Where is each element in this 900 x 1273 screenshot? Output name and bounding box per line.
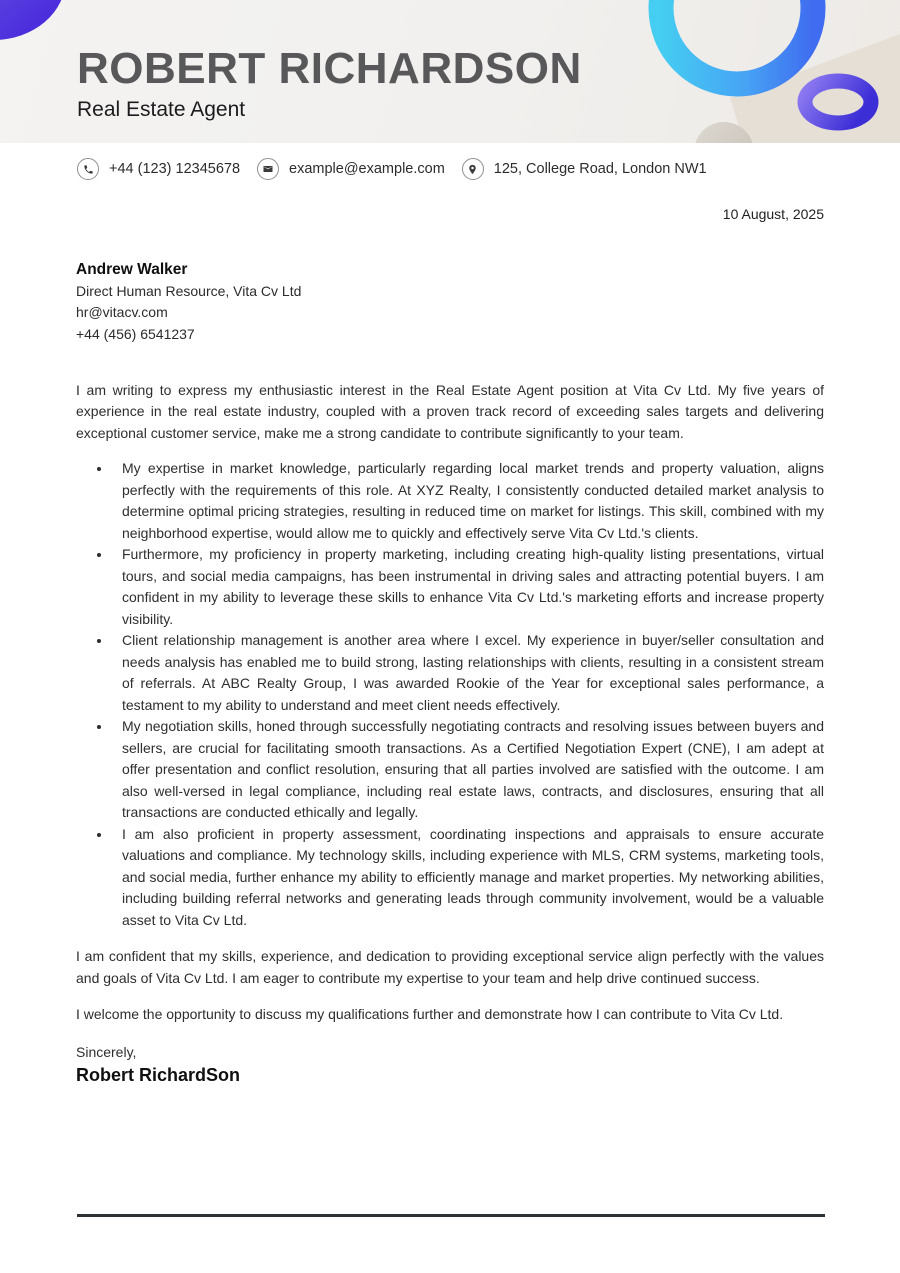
candidate-role: Real Estate Agent: [77, 98, 246, 122]
closing-paragraph-2: I welcome the opportunity to discuss my qualifications further and demonstrate how I can contribute to Vita Cv Ltd.: [76, 1006, 784, 1023]
contact-address-text: 125, College Road, London NW1: [493, 161, 707, 177]
bullet-item: • Client relationship management is another area where I excel. My experience in buyer/seller consultation and needs analysis has enabled me to build strong, lasting relationships with clients, resulting in a consistent stream of referrals. At ABC Realty Group, I was awarded Rookie of the Year for exceptional sales performance, a testament to my ability to understand and meet client needs effectively.: [112, 630, 824, 716]
decor-purple-blob: [0, 0, 66, 40]
bullet-item: • My expertise in market knowledge, particularly regarding local market trends and property valuation, aligns perfectly with the requirements of this role. At XYZ Realty, I consistently conducted detailed market analysis to determine optimal pricing strategies, resulting in reduced time on market for listings. This skill, combined with my neighborhood expertise, would allow me to quickly and effectively serve Vita Cv Ltd.'s clients.: [112, 458, 824, 544]
bullet-item: • Furthermore, my proficiency in property marketing, including creating high-quality listing presentations, virtual tours, and social media campaigns, has been instrumental in driving sales and attracting potential buyers. I am confident in my ability to leverage these skills to enhance Vita Cv Ltd.'s marketing efforts and increase property visibility.: [112, 544, 824, 630]
footer-divider-rule: [77, 1214, 825, 1217]
closing-paragraph-1: I am confident that my skills, experience, and dedication to providing exceptional service align perfectly with the values and goals of Vita Cv Ltd. I am eager to contribute my expertise to your team and help drive continued success.: [76, 948, 824, 986]
bullet-item: • My negotiation skills, honed through successfully negotiating contracts and resolving issues between buyers and sellers, are crucial for facilitating smooth transactions. As a Certified Negotiation Expert (CNE), I am adept at offer presentation and conflict resolution, ensuring that all parties involved are satisfied with the outcome. I am also well-versed in legal compliance, including real estate laws, contracts, and disclosures, ensuring that all transactions are conducted ethically and legally.: [112, 716, 824, 824]
signoff: Sincerely,: [76, 1043, 137, 1060]
decor-ring-large: [661, 0, 813, 84]
contact-phone-text: +44 (123) 12345678: [109, 161, 241, 177]
phone-icon: [77, 158, 99, 180]
recipient-name: Andrew Walker: [76, 261, 188, 278]
location-icon: [462, 158, 484, 180]
contact-address: [462, 158, 707, 180]
signature-name: Robert RichardSon: [76, 1065, 241, 1086]
letter-body: [0, 380, 900, 1087]
email-icon: [257, 158, 279, 180]
qualification-bullet-list: [76, 458, 824, 931]
recipient-email: hr@vitacv.com: [76, 304, 168, 321]
contact-bar: [0, 143, 900, 180]
recipient-title: Direct Human Resource, Vita Cv Ltd: [76, 283, 302, 299]
candidate-name: ROBERT RICHARDSON: [77, 44, 582, 93]
recipient-phone: +44 (456) 6541237: [76, 325, 195, 342]
bullet-item: • I am also proficient in property assessment, coordinating inspections and appraisals to ensure accurate valuations and compliance. My technology skills, including experience with MLS, CRM systems, marketing tools, and social media, further enhance my ability to efficiently manage and market properties. My networking abilities, including building referral networks and generating leads through community involvement, would be a valuable asset to Vita Cv Ltd.: [112, 824, 824, 932]
letter-date: 10 August, 2025: [722, 206, 824, 222]
contact-phone: [77, 158, 240, 180]
recipient-block: [0, 259, 900, 345]
contact-email-text: example@example.com: [289, 161, 445, 177]
header-banner: [0, 0, 900, 143]
contact-email: [257, 158, 445, 180]
intro-paragraph: I am writing to express my enthusiastic interest in the Real Estate Agent position at Vita Cv Ltd. My five years of experience in the real estate industry, coupled with a proven track record of exceeding sales targets and delivering exceptional customer service, make me a strong candidate to contribute significantly to your team.: [76, 381, 824, 441]
